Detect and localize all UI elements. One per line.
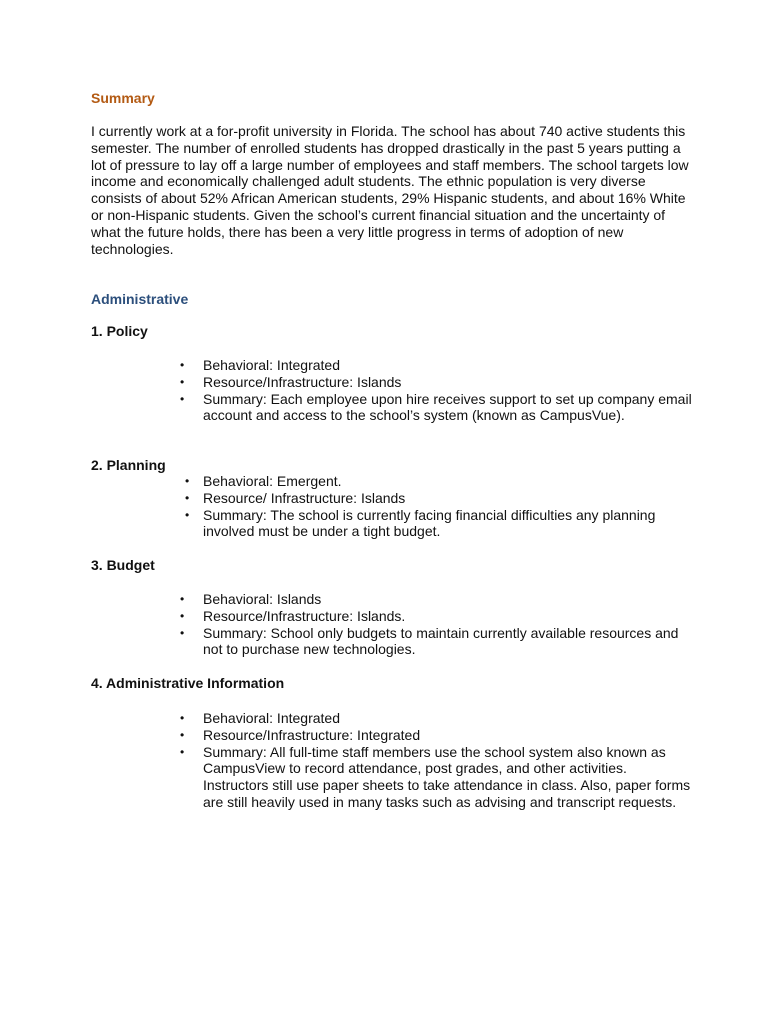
- list-item: • Behavioral: Islands: [180, 591, 322, 607]
- bullet-icon: •: [180, 625, 185, 640]
- administrative-heading: Administrative: [91, 291, 189, 307]
- list-item: • Summary: Each employee upon hire receives support to set up company email account and access to the school’s system (known as CampusVue).: [180, 390, 692, 424]
- bullet-icon: •: [185, 490, 190, 505]
- bullet-icon: •: [185, 507, 190, 522]
- administrative-information-bullet-list: [180, 710, 693, 811]
- list-item: • Behavioral: Emergent.: [185, 473, 342, 489]
- bullet-icon: •: [180, 358, 185, 372]
- summary-heading: Summary: [91, 90, 155, 106]
- list-item: • Resource/Infrastructure: Islands.: [180, 607, 406, 624]
- section-heading-planning: 2. Planning: [91, 457, 166, 473]
- list-item: • Resource/Infrastructure: Islands: [180, 373, 402, 390]
- budget-bullet-list: [180, 591, 693, 658]
- list-item: • Summary: All full-time staff members use the school system also known as CampusView to record attendance, post grades, and other activities. Instructors still use paper sheets to take attendance in class. Also, paper forms are still heavily used in many tasks such as advising and transcript requests.: [180, 743, 691, 810]
- planning-bullet-list: [185, 473, 693, 540]
- policy-bullet-list: [180, 357, 693, 424]
- list-item: • Resource/ Infrastructure: Islands: [185, 489, 406, 506]
- list-item: • Behavioral: Integrated: [180, 710, 340, 726]
- bullet-icon: •: [185, 474, 190, 488]
- list-item: • Summary: The school is currently facing financial difficulties any planning involved must be under a tight budget.: [185, 506, 656, 540]
- section-heading-budget: 3. Budget: [91, 557, 155, 573]
- section-heading-administrative-information: 4. Administrative Information: [91, 675, 285, 691]
- bullet-icon: •: [180, 727, 185, 742]
- section-heading-policy: 1. Policy: [91, 323, 148, 339]
- list-item: • Behavioral: Integrated: [180, 357, 340, 373]
- list-item: • Resource/Infrastructure: Integrated: [180, 726, 421, 743]
- bullet-icon: •: [180, 711, 185, 725]
- bullet-icon: •: [180, 744, 185, 759]
- bullet-icon: •: [180, 608, 185, 623]
- list-item: • Summary: School only budgets to maintain currently available resources and not to purchase new technologies.: [180, 624, 679, 658]
- bullet-icon: •: [180, 374, 185, 389]
- bullet-icon: •: [180, 391, 185, 406]
- bullet-icon: •: [180, 592, 185, 606]
- summary-paragraph: I currently work at a for-profit university in Florida. The school has about 740 active students this semester. The number of enrolled students has dropped drastically in the past 5 years putting a lot of pressure to lay off a large number of employees and staff members. The school targets low income and economically challenged adult students. The ethnic population is very diverse consists of about 52% African American students, 29% Hispanic students, and about 16% White or non-Hispanic students. Given the school’s current financial situation and the uncertainty of what the future holds, there has been a very little progress in terms of adoption of new technologies.: [91, 123, 689, 257]
